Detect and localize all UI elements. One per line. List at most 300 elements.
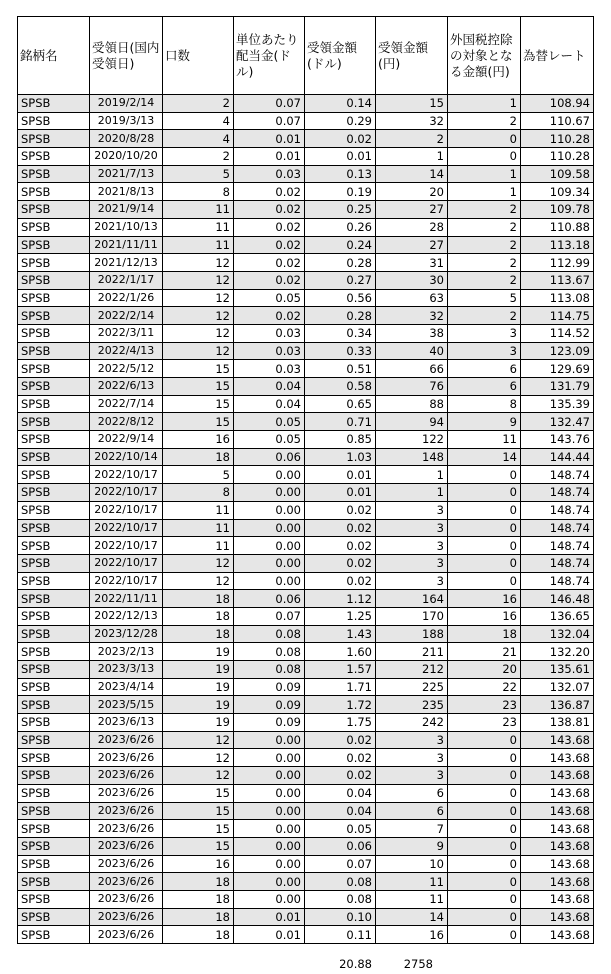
receipt-date-cell[interactable]: 2023/6/26 — [90, 820, 163, 838]
units-cell[interactable]: 18 — [163, 873, 234, 891]
units-cell[interactable]: 15 — [163, 395, 234, 413]
amount-jpy-cell[interactable]: 235 — [376, 696, 448, 714]
foreign-tax-credit-cell[interactable]: 0 — [448, 148, 521, 166]
dividend-per-unit-cell[interactable]: 0.00 — [234, 802, 305, 820]
amount-jpy-cell[interactable]: 225 — [376, 678, 448, 696]
receipt-date-cell[interactable]: 2020/10/20 — [90, 148, 163, 166]
foreign-tax-credit-cell[interactable]: 14 — [448, 448, 521, 466]
dividend-per-unit-cell[interactable]: 0.07 — [234, 112, 305, 130]
dividend-per-unit-cell[interactable]: 0.00 — [234, 731, 305, 749]
exchange-rate-cell[interactable]: 143.68 — [521, 873, 594, 891]
amount-usd-cell[interactable]: 0.85 — [305, 431, 376, 449]
amount-jpy-cell[interactable]: 1 — [376, 466, 448, 484]
stock-name-cell[interactable]: SPSB — [18, 484, 90, 502]
units-cell[interactable]: 12 — [163, 572, 234, 590]
exchange-rate-cell[interactable]: 143.68 — [521, 784, 594, 802]
stock-name-cell[interactable]: SPSB — [18, 236, 90, 254]
amount-jpy-cell[interactable]: 11 — [376, 890, 448, 908]
amount-jpy-cell[interactable]: 3 — [376, 749, 448, 767]
units-cell[interactable]: 18 — [163, 908, 234, 926]
exchange-rate-cell[interactable]: 148.74 — [521, 554, 594, 572]
amount-usd-cell[interactable]: 0.24 — [305, 236, 376, 254]
exchange-rate-cell[interactable]: 132.07 — [521, 678, 594, 696]
receipt-date-cell[interactable]: 2023/6/26 — [90, 890, 163, 908]
stock-name-cell[interactable]: SPSB — [18, 324, 90, 342]
total-jpy[interactable]: 2758 — [403, 957, 433, 971]
amount-usd-cell[interactable]: 1.43 — [305, 625, 376, 643]
foreign-tax-credit-cell[interactable]: 23 — [448, 696, 521, 714]
foreign-tax-credit-cell[interactable]: 0 — [448, 820, 521, 838]
receipt-date-cell[interactable]: 2021/7/13 — [90, 165, 163, 183]
receipt-date-cell[interactable]: 2023/4/14 — [90, 678, 163, 696]
stock-name-cell[interactable]: SPSB — [18, 183, 90, 201]
dividend-per-unit-cell[interactable]: 0.00 — [234, 537, 305, 555]
amount-usd-cell[interactable]: 0.02 — [305, 554, 376, 572]
exchange-rate-cell[interactable]: 109.34 — [521, 183, 594, 201]
exchange-rate-cell[interactable]: 110.88 — [521, 218, 594, 236]
dividend-per-unit-cell[interactable]: 0.02 — [234, 236, 305, 254]
exchange-rate-cell[interactable]: 110.28 — [521, 130, 594, 148]
dividend-per-unit-cell[interactable]: 0.09 — [234, 678, 305, 696]
amount-jpy-cell[interactable]: 88 — [376, 395, 448, 413]
amount-jpy-cell[interactable]: 3 — [376, 572, 448, 590]
total-usd[interactable]: 20.88 — [339, 957, 372, 971]
foreign-tax-credit-cell[interactable]: 6 — [448, 378, 521, 396]
amount-jpy-cell[interactable]: 9 — [376, 837, 448, 855]
foreign-tax-credit-cell[interactable]: 9 — [448, 413, 521, 431]
amount-jpy-cell[interactable]: 30 — [376, 271, 448, 289]
stock-name-cell[interactable]: SPSB — [18, 112, 90, 130]
units-cell[interactable]: 12 — [163, 731, 234, 749]
receipt-date-cell[interactable]: 2021/9/14 — [90, 201, 163, 219]
foreign-tax-credit-cell[interactable]: 2 — [448, 236, 521, 254]
units-cell[interactable]: 19 — [163, 643, 234, 661]
stock-name-cell[interactable]: SPSB — [18, 537, 90, 555]
amount-usd-cell[interactable]: 0.29 — [305, 112, 376, 130]
units-cell[interactable]: 15 — [163, 784, 234, 802]
units-cell[interactable]: 15 — [163, 360, 234, 378]
units-cell[interactable]: 19 — [163, 714, 234, 732]
amount-usd-cell[interactable]: 1.25 — [305, 607, 376, 625]
exchange-rate-cell[interactable]: 129.69 — [521, 360, 594, 378]
stock-name-cell[interactable]: SPSB — [18, 165, 90, 183]
units-cell[interactable]: 11 — [163, 537, 234, 555]
stock-name-cell[interactable]: SPSB — [18, 678, 90, 696]
exchange-rate-cell[interactable]: 143.68 — [521, 890, 594, 908]
stock-name-cell[interactable]: SPSB — [18, 696, 90, 714]
dividend-per-unit-cell[interactable]: 0.05 — [234, 413, 305, 431]
foreign-tax-credit-cell[interactable]: 0 — [448, 784, 521, 802]
receipt-date-cell[interactable]: 2022/10/17 — [90, 484, 163, 502]
exchange-rate-cell[interactable]: 109.78 — [521, 201, 594, 219]
amount-usd-cell[interactable]: 0.07 — [305, 855, 376, 873]
amount-jpy-cell[interactable]: 3 — [376, 501, 448, 519]
amount-usd-cell[interactable]: 0.28 — [305, 254, 376, 272]
receipt-date-cell[interactable]: 2023/6/26 — [90, 837, 163, 855]
amount-usd-cell[interactable]: 0.34 — [305, 324, 376, 342]
exchange-rate-cell[interactable]: 114.75 — [521, 307, 594, 325]
amount-jpy-cell[interactable]: 3 — [376, 537, 448, 555]
dividend-per-unit-cell[interactable]: 0.00 — [234, 749, 305, 767]
units-cell[interactable]: 2 — [163, 95, 234, 113]
amount-usd-cell[interactable]: 0.11 — [305, 926, 376, 944]
units-cell[interactable]: 16 — [163, 855, 234, 873]
exchange-rate-cell[interactable]: 143.76 — [521, 431, 594, 449]
dividend-per-unit-cell[interactable]: 0.00 — [234, 572, 305, 590]
amount-jpy-cell[interactable]: 164 — [376, 590, 448, 608]
header-exchange-rate[interactable]: 為替レート — [521, 17, 594, 95]
header-stock-name[interactable]: 銘柄名 — [18, 17, 90, 95]
receipt-date-cell[interactable]: 2019/3/13 — [90, 112, 163, 130]
receipt-date-cell[interactable]: 2023/12/28 — [90, 625, 163, 643]
receipt-date-cell[interactable]: 2022/10/17 — [90, 519, 163, 537]
foreign-tax-credit-cell[interactable]: 0 — [448, 537, 521, 555]
amount-jpy-cell[interactable]: 38 — [376, 324, 448, 342]
stock-name-cell[interactable]: SPSB — [18, 890, 90, 908]
foreign-tax-credit-cell[interactable]: 0 — [448, 466, 521, 484]
receipt-date-cell[interactable]: 2023/2/13 — [90, 643, 163, 661]
foreign-tax-credit-cell[interactable]: 22 — [448, 678, 521, 696]
foreign-tax-credit-cell[interactable]: 2 — [448, 201, 521, 219]
dividend-per-unit-cell[interactable]: 0.01 — [234, 148, 305, 166]
dividend-per-unit-cell[interactable]: 0.03 — [234, 324, 305, 342]
stock-name-cell[interactable]: SPSB — [18, 714, 90, 732]
foreign-tax-credit-cell[interactable]: 2 — [448, 254, 521, 272]
amount-jpy-cell[interactable]: 211 — [376, 643, 448, 661]
dividend-per-unit-cell[interactable]: 0.09 — [234, 696, 305, 714]
dividend-per-unit-cell[interactable]: 0.04 — [234, 395, 305, 413]
amount-usd-cell[interactable]: 0.08 — [305, 890, 376, 908]
stock-name-cell[interactable]: SPSB — [18, 271, 90, 289]
receipt-date-cell[interactable]: 2022/1/17 — [90, 271, 163, 289]
stock-name-cell[interactable]: SPSB — [18, 360, 90, 378]
stock-name-cell[interactable]: SPSB — [18, 519, 90, 537]
amount-usd-cell[interactable]: 1.75 — [305, 714, 376, 732]
amount-jpy-cell[interactable]: 188 — [376, 625, 448, 643]
amount-usd-cell[interactable]: 0.28 — [305, 307, 376, 325]
dividend-per-unit-cell[interactable]: 0.08 — [234, 643, 305, 661]
units-cell[interactable]: 12 — [163, 554, 234, 572]
stock-name-cell[interactable]: SPSB — [18, 554, 90, 572]
exchange-rate-cell[interactable]: 148.74 — [521, 466, 594, 484]
amount-jpy-cell[interactable]: 63 — [376, 289, 448, 307]
amount-jpy-cell[interactable]: 27 — [376, 236, 448, 254]
exchange-rate-cell[interactable]: 132.04 — [521, 625, 594, 643]
amount-jpy-cell[interactable]: 11 — [376, 873, 448, 891]
units-cell[interactable]: 11 — [163, 501, 234, 519]
foreign-tax-credit-cell[interactable]: 6 — [448, 360, 521, 378]
units-cell[interactable]: 12 — [163, 289, 234, 307]
stock-name-cell[interactable]: SPSB — [18, 767, 90, 785]
stock-name-cell[interactable]: SPSB — [18, 820, 90, 838]
units-cell[interactable]: 16 — [163, 431, 234, 449]
units-cell[interactable]: 4 — [163, 112, 234, 130]
stock-name-cell[interactable]: SPSB — [18, 873, 90, 891]
stock-name-cell[interactable]: SPSB — [18, 572, 90, 590]
exchange-rate-cell[interactable]: 143.68 — [521, 908, 594, 926]
receipt-date-cell[interactable]: 2023/6/13 — [90, 714, 163, 732]
amount-jpy-cell[interactable]: 6 — [376, 802, 448, 820]
exchange-rate-cell[interactable]: 143.68 — [521, 802, 594, 820]
exchange-rate-cell[interactable]: 143.68 — [521, 926, 594, 944]
exchange-rate-cell[interactable]: 110.28 — [521, 148, 594, 166]
foreign-tax-credit-cell[interactable]: 0 — [448, 890, 521, 908]
amount-jpy-cell[interactable]: 148 — [376, 448, 448, 466]
receipt-date-cell[interactable]: 2023/6/26 — [90, 731, 163, 749]
amount-usd-cell[interactable]: 0.01 — [305, 466, 376, 484]
exchange-rate-cell[interactable]: 143.68 — [521, 855, 594, 873]
stock-name-cell[interactable]: SPSB — [18, 590, 90, 608]
header-units[interactable]: 口数 — [163, 17, 234, 95]
amount-jpy-cell[interactable]: 3 — [376, 554, 448, 572]
exchange-rate-cell[interactable]: 148.74 — [521, 572, 594, 590]
exchange-rate-cell[interactable]: 136.65 — [521, 607, 594, 625]
stock-name-cell[interactable]: SPSB — [18, 148, 90, 166]
units-cell[interactable]: 2 — [163, 148, 234, 166]
foreign-tax-credit-cell[interactable]: 11 — [448, 431, 521, 449]
foreign-tax-credit-cell[interactable]: 3 — [448, 324, 521, 342]
dividend-per-unit-cell[interactable]: 0.03 — [234, 342, 305, 360]
exchange-rate-cell[interactable]: 146.48 — [521, 590, 594, 608]
dividend-per-unit-cell[interactable]: 0.02 — [234, 218, 305, 236]
receipt-date-cell[interactable]: 2019/2/14 — [90, 95, 163, 113]
foreign-tax-credit-cell[interactable]: 0 — [448, 554, 521, 572]
exchange-rate-cell[interactable]: 132.47 — [521, 413, 594, 431]
exchange-rate-cell[interactable]: 144.44 — [521, 448, 594, 466]
amount-jpy-cell[interactable]: 76 — [376, 378, 448, 396]
units-cell[interactable]: 12 — [163, 254, 234, 272]
units-cell[interactable]: 11 — [163, 519, 234, 537]
amount-usd-cell[interactable]: 0.02 — [305, 731, 376, 749]
amount-jpy-cell[interactable]: 66 — [376, 360, 448, 378]
foreign-tax-credit-cell[interactable]: 0 — [448, 501, 521, 519]
foreign-tax-credit-cell[interactable]: 0 — [448, 908, 521, 926]
stock-name-cell[interactable]: SPSB — [18, 466, 90, 484]
foreign-tax-credit-cell[interactable]: 0 — [448, 926, 521, 944]
receipt-date-cell[interactable]: 2022/4/13 — [90, 342, 163, 360]
exchange-rate-cell[interactable]: 112.99 — [521, 254, 594, 272]
foreign-tax-credit-cell[interactable]: 0 — [448, 130, 521, 148]
exchange-rate-cell[interactable]: 113.67 — [521, 271, 594, 289]
amount-jpy-cell[interactable]: 28 — [376, 218, 448, 236]
header-receipt-date[interactable]: 受領日(国内受領日) — [90, 17, 163, 95]
header-amount-jpy[interactable]: 受領金額(円) — [376, 17, 448, 95]
amount-jpy-cell[interactable]: 94 — [376, 413, 448, 431]
exchange-rate-cell[interactable]: 138.81 — [521, 714, 594, 732]
stock-name-cell[interactable]: SPSB — [18, 625, 90, 643]
dividend-per-unit-cell[interactable]: 0.00 — [234, 873, 305, 891]
foreign-tax-credit-cell[interactable]: 1 — [448, 183, 521, 201]
foreign-tax-credit-cell[interactable]: 0 — [448, 767, 521, 785]
amount-jpy-cell[interactable]: 2 — [376, 130, 448, 148]
exchange-rate-cell[interactable]: 143.68 — [521, 837, 594, 855]
amount-usd-cell[interactable]: 0.01 — [305, 148, 376, 166]
stock-name-cell[interactable]: SPSB — [18, 307, 90, 325]
stock-name-cell[interactable]: SPSB — [18, 289, 90, 307]
receipt-date-cell[interactable]: 2023/6/26 — [90, 749, 163, 767]
dividend-per-unit-cell[interactable]: 0.04 — [234, 378, 305, 396]
dividend-per-unit-cell[interactable]: 0.05 — [234, 431, 305, 449]
units-cell[interactable]: 15 — [163, 837, 234, 855]
dividend-per-unit-cell[interactable]: 0.07 — [234, 607, 305, 625]
dividend-per-unit-cell[interactable]: 0.01 — [234, 908, 305, 926]
receipt-date-cell[interactable]: 2022/10/17 — [90, 466, 163, 484]
dividend-per-unit-cell[interactable]: 0.00 — [234, 784, 305, 802]
exchange-rate-cell[interactable]: 143.68 — [521, 767, 594, 785]
receipt-date-cell[interactable]: 2022/8/12 — [90, 413, 163, 431]
receipt-date-cell[interactable]: 2023/6/26 — [90, 784, 163, 802]
foreign-tax-credit-cell[interactable]: 0 — [448, 519, 521, 537]
receipt-date-cell[interactable]: 2023/5/15 — [90, 696, 163, 714]
stock-name-cell[interactable]: SPSB — [18, 749, 90, 767]
stock-name-cell[interactable]: SPSB — [18, 837, 90, 855]
amount-usd-cell[interactable]: 0.56 — [305, 289, 376, 307]
dividend-per-unit-cell[interactable]: 0.00 — [234, 855, 305, 873]
receipt-date-cell[interactable]: 2022/10/17 — [90, 537, 163, 555]
receipt-date-cell[interactable]: 2023/3/13 — [90, 661, 163, 679]
units-cell[interactable]: 19 — [163, 678, 234, 696]
dividend-per-unit-cell[interactable]: 0.06 — [234, 590, 305, 608]
amount-usd-cell[interactable]: 0.04 — [305, 784, 376, 802]
dividend-per-unit-cell[interactable]: 0.00 — [234, 554, 305, 572]
receipt-date-cell[interactable]: 2023/6/26 — [90, 802, 163, 820]
foreign-tax-credit-cell[interactable]: 21 — [448, 643, 521, 661]
amount-jpy-cell[interactable]: 31 — [376, 254, 448, 272]
amount-jpy-cell[interactable]: 7 — [376, 820, 448, 838]
exchange-rate-cell[interactable]: 113.08 — [521, 289, 594, 307]
amount-jpy-cell[interactable]: 14 — [376, 165, 448, 183]
foreign-tax-credit-cell[interactable]: 18 — [448, 625, 521, 643]
amount-jpy-cell[interactable]: 32 — [376, 307, 448, 325]
receipt-date-cell[interactable]: 2022/10/14 — [90, 448, 163, 466]
amount-usd-cell[interactable]: 0.02 — [305, 501, 376, 519]
foreign-tax-credit-cell[interactable]: 2 — [448, 271, 521, 289]
amount-usd-cell[interactable]: 1.60 — [305, 643, 376, 661]
dividend-per-unit-cell[interactable]: 0.00 — [234, 767, 305, 785]
dividend-per-unit-cell[interactable]: 0.08 — [234, 625, 305, 643]
units-cell[interactable]: 15 — [163, 820, 234, 838]
amount-jpy-cell[interactable]: 1 — [376, 484, 448, 502]
units-cell[interactable]: 4 — [163, 130, 234, 148]
stock-name-cell[interactable]: SPSB — [18, 395, 90, 413]
stock-name-cell[interactable]: SPSB — [18, 855, 90, 873]
receipt-date-cell[interactable]: 2022/7/14 — [90, 395, 163, 413]
foreign-tax-credit-cell[interactable]: 0 — [448, 731, 521, 749]
units-cell[interactable]: 12 — [163, 307, 234, 325]
exchange-rate-cell[interactable]: 135.39 — [521, 395, 594, 413]
amount-usd-cell[interactable]: 0.02 — [305, 130, 376, 148]
receipt-date-cell[interactable]: 2023/6/26 — [90, 908, 163, 926]
amount-usd-cell[interactable]: 0.02 — [305, 749, 376, 767]
amount-usd-cell[interactable]: 0.25 — [305, 201, 376, 219]
dividend-per-unit-cell[interactable]: 0.03 — [234, 360, 305, 378]
units-cell[interactable]: 18 — [163, 607, 234, 625]
foreign-tax-credit-cell[interactable]: 0 — [448, 837, 521, 855]
foreign-tax-credit-cell[interactable]: 5 — [448, 289, 521, 307]
amount-jpy-cell[interactable]: 6 — [376, 784, 448, 802]
exchange-rate-cell[interactable]: 108.94 — [521, 95, 594, 113]
amount-jpy-cell[interactable]: 27 — [376, 201, 448, 219]
foreign-tax-credit-cell[interactable]: 0 — [448, 802, 521, 820]
amount-usd-cell[interactable]: 0.14 — [305, 95, 376, 113]
foreign-tax-credit-cell[interactable]: 0 — [448, 572, 521, 590]
units-cell[interactable]: 11 — [163, 236, 234, 254]
amount-jpy-cell[interactable]: 14 — [376, 908, 448, 926]
amount-usd-cell[interactable]: 0.27 — [305, 271, 376, 289]
exchange-rate-cell[interactable]: 143.68 — [521, 731, 594, 749]
receipt-date-cell[interactable]: 2021/11/11 — [90, 236, 163, 254]
receipt-date-cell[interactable]: 2022/3/11 — [90, 324, 163, 342]
units-cell[interactable]: 5 — [163, 165, 234, 183]
receipt-date-cell[interactable]: 2022/9/14 — [90, 431, 163, 449]
amount-usd-cell[interactable]: 0.13 — [305, 165, 376, 183]
dividend-per-unit-cell[interactable]: 0.08 — [234, 661, 305, 679]
units-cell[interactable]: 18 — [163, 448, 234, 466]
amount-jpy-cell[interactable]: 40 — [376, 342, 448, 360]
receipt-date-cell[interactable]: 2022/5/12 — [90, 360, 163, 378]
units-cell[interactable]: 11 — [163, 201, 234, 219]
receipt-date-cell[interactable]: 2022/10/17 — [90, 554, 163, 572]
foreign-tax-credit-cell[interactable]: 23 — [448, 714, 521, 732]
units-cell[interactable]: 12 — [163, 767, 234, 785]
exchange-rate-cell[interactable]: 110.67 — [521, 112, 594, 130]
amount-usd-cell[interactable]: 0.05 — [305, 820, 376, 838]
foreign-tax-credit-cell[interactable]: 0 — [448, 749, 521, 767]
dividend-per-unit-cell[interactable]: 0.02 — [234, 183, 305, 201]
amount-usd-cell[interactable]: 0.04 — [305, 802, 376, 820]
exchange-rate-cell[interactable]: 148.74 — [521, 484, 594, 502]
exchange-rate-cell[interactable]: 148.74 — [521, 537, 594, 555]
units-cell[interactable]: 15 — [163, 413, 234, 431]
amount-usd-cell[interactable]: 1.12 — [305, 590, 376, 608]
exchange-rate-cell[interactable]: 135.61 — [521, 661, 594, 679]
foreign-tax-credit-cell[interactable]: 1 — [448, 165, 521, 183]
dividend-per-unit-cell[interactable]: 0.00 — [234, 837, 305, 855]
exchange-rate-cell[interactable]: 148.74 — [521, 501, 594, 519]
units-cell[interactable]: 15 — [163, 378, 234, 396]
stock-name-cell[interactable]: SPSB — [18, 431, 90, 449]
receipt-date-cell[interactable]: 2022/1/26 — [90, 289, 163, 307]
amount-usd-cell[interactable]: 1.57 — [305, 661, 376, 679]
receipt-date-cell[interactable]: 2020/8/28 — [90, 130, 163, 148]
units-cell[interactable]: 12 — [163, 324, 234, 342]
units-cell[interactable]: 5 — [163, 466, 234, 484]
stock-name-cell[interactable]: SPSB — [18, 413, 90, 431]
foreign-tax-credit-cell[interactable]: 20 — [448, 661, 521, 679]
dividend-per-unit-cell[interactable]: 0.09 — [234, 714, 305, 732]
dividend-per-unit-cell[interactable]: 0.03 — [234, 165, 305, 183]
exchange-rate-cell[interactable]: 109.58 — [521, 165, 594, 183]
dividend-per-unit-cell[interactable]: 0.00 — [234, 501, 305, 519]
exchange-rate-cell[interactable]: 113.18 — [521, 236, 594, 254]
foreign-tax-credit-cell[interactable]: 1 — [448, 95, 521, 113]
units-cell[interactable]: 8 — [163, 484, 234, 502]
amount-usd-cell[interactable]: 0.06 — [305, 837, 376, 855]
amount-usd-cell[interactable]: 0.02 — [305, 572, 376, 590]
stock-name-cell[interactable]: SPSB — [18, 908, 90, 926]
foreign-tax-credit-cell[interactable]: 2 — [448, 307, 521, 325]
units-cell[interactable]: 15 — [163, 802, 234, 820]
amount-jpy-cell[interactable]: 16 — [376, 926, 448, 944]
stock-name-cell[interactable]: SPSB — [18, 95, 90, 113]
amount-usd-cell[interactable]: 1.71 — [305, 678, 376, 696]
stock-name-cell[interactable]: SPSB — [18, 378, 90, 396]
stock-name-cell[interactable]: SPSB — [18, 342, 90, 360]
amount-jpy-cell[interactable]: 1 — [376, 148, 448, 166]
amount-usd-cell[interactable]: 0.10 — [305, 908, 376, 926]
stock-name-cell[interactable]: SPSB — [18, 731, 90, 749]
units-cell[interactable]: 18 — [163, 926, 234, 944]
